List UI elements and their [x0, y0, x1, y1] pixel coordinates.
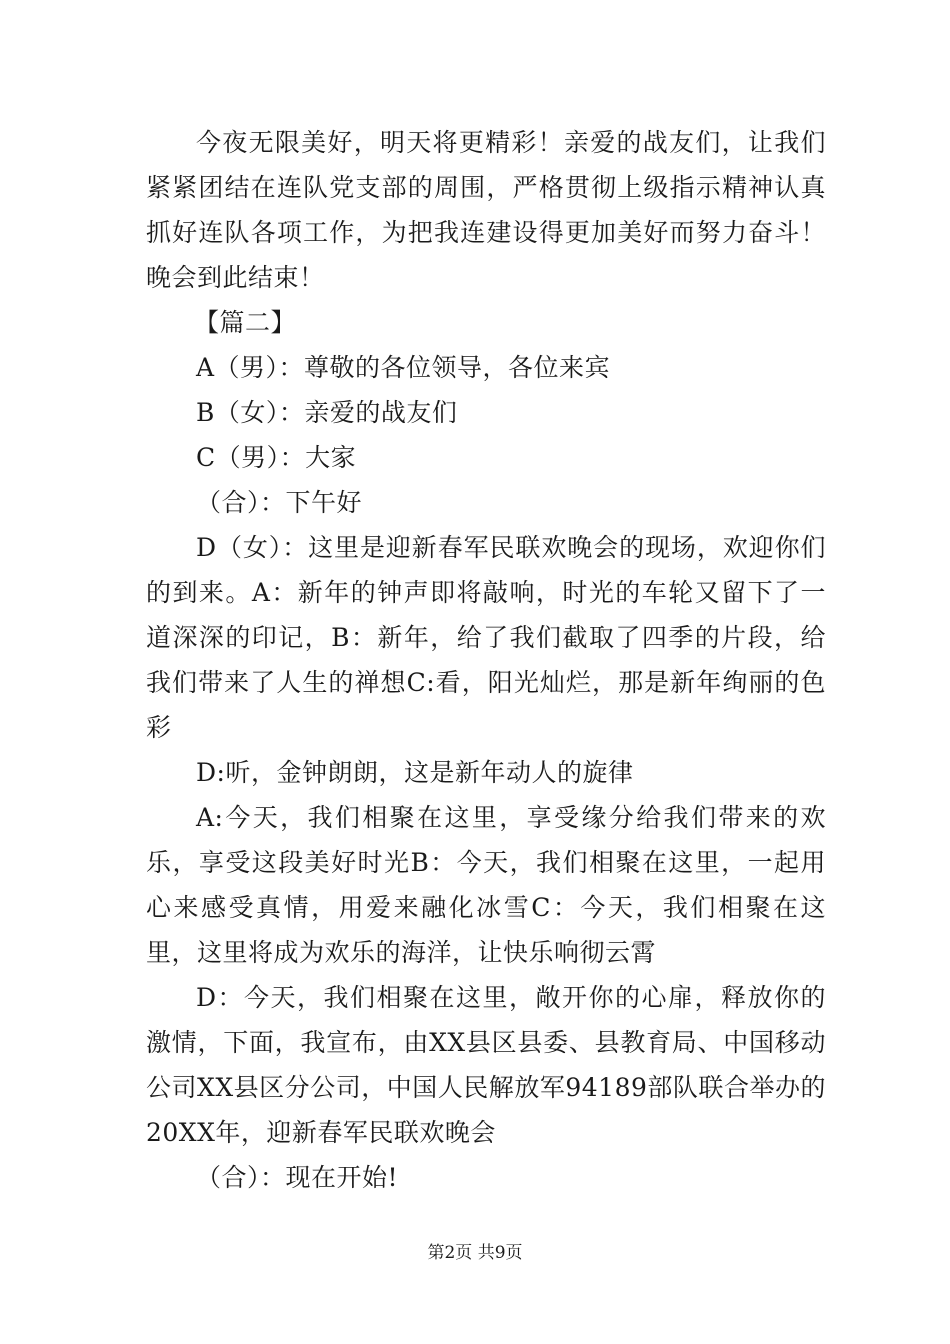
paragraph-line-a: A（男）：尊敬的各位领导，各位来宾	[196, 353, 611, 382]
paragraph-line-d-today: D：今天，我们相聚在这里，敞开你的心扉，释放你的激情，下面，我宣布，由XX县区县委、县教育局、中国移动公司XX县区分公司，中国人民解放军94189部队联合举办的20XX年，迎新春军民联欢晚会	[146, 983, 826, 1147]
document-body	[146, 120, 826, 1200]
section-heading: 【篇二】	[194, 308, 297, 337]
paragraph-line-d-listen: D:听，金钟朗朗，这是新年动人的旋律	[196, 758, 634, 787]
paragraph-line-together-start: （合）：现在开始!	[196, 1163, 399, 1192]
paragraph-closing: 今夜无限美好，明天将更精彩！亲爱的战友们，让我们紧紧团结在连队党支部的周围，严格贯彻上级指示精神认真抓好连队各项工作，为把我连建设得更加美好而努力奋斗！晚会到此结束！	[146, 128, 826, 292]
paragraph-line-c: C（男）：大家	[196, 443, 357, 472]
paragraph-line-d: D（女）：这里是迎新春军民联欢晚会的现场，欢迎你们的到来。A：新年的钟声即将敲响，时光的车轮又留下了一道深深的印记，B：新年，给了我们截取了四季的片段，给我们带来了人生的禅想C:看，阳光灿烂，那是新年绚丽的色彩	[146, 533, 826, 742]
paragraph-line-a-today: A:今天，我们相聚在这里，享受缘分给我们带来的欢乐，享受这段美好时光B：今天，我们相聚在这里，一起用心来感受真情，用爱来融化冰雪C：今天，我们相聚在这里，这里将成为欢乐的海洋，让快乐响彻云霄	[146, 803, 826, 967]
paragraph-line-together: （合）：下午好	[196, 488, 363, 517]
page-number-footer: 第2页 共9页	[427, 1243, 523, 1263]
paragraph-line-b: B（女）：亲爱的战友们	[196, 398, 458, 427]
